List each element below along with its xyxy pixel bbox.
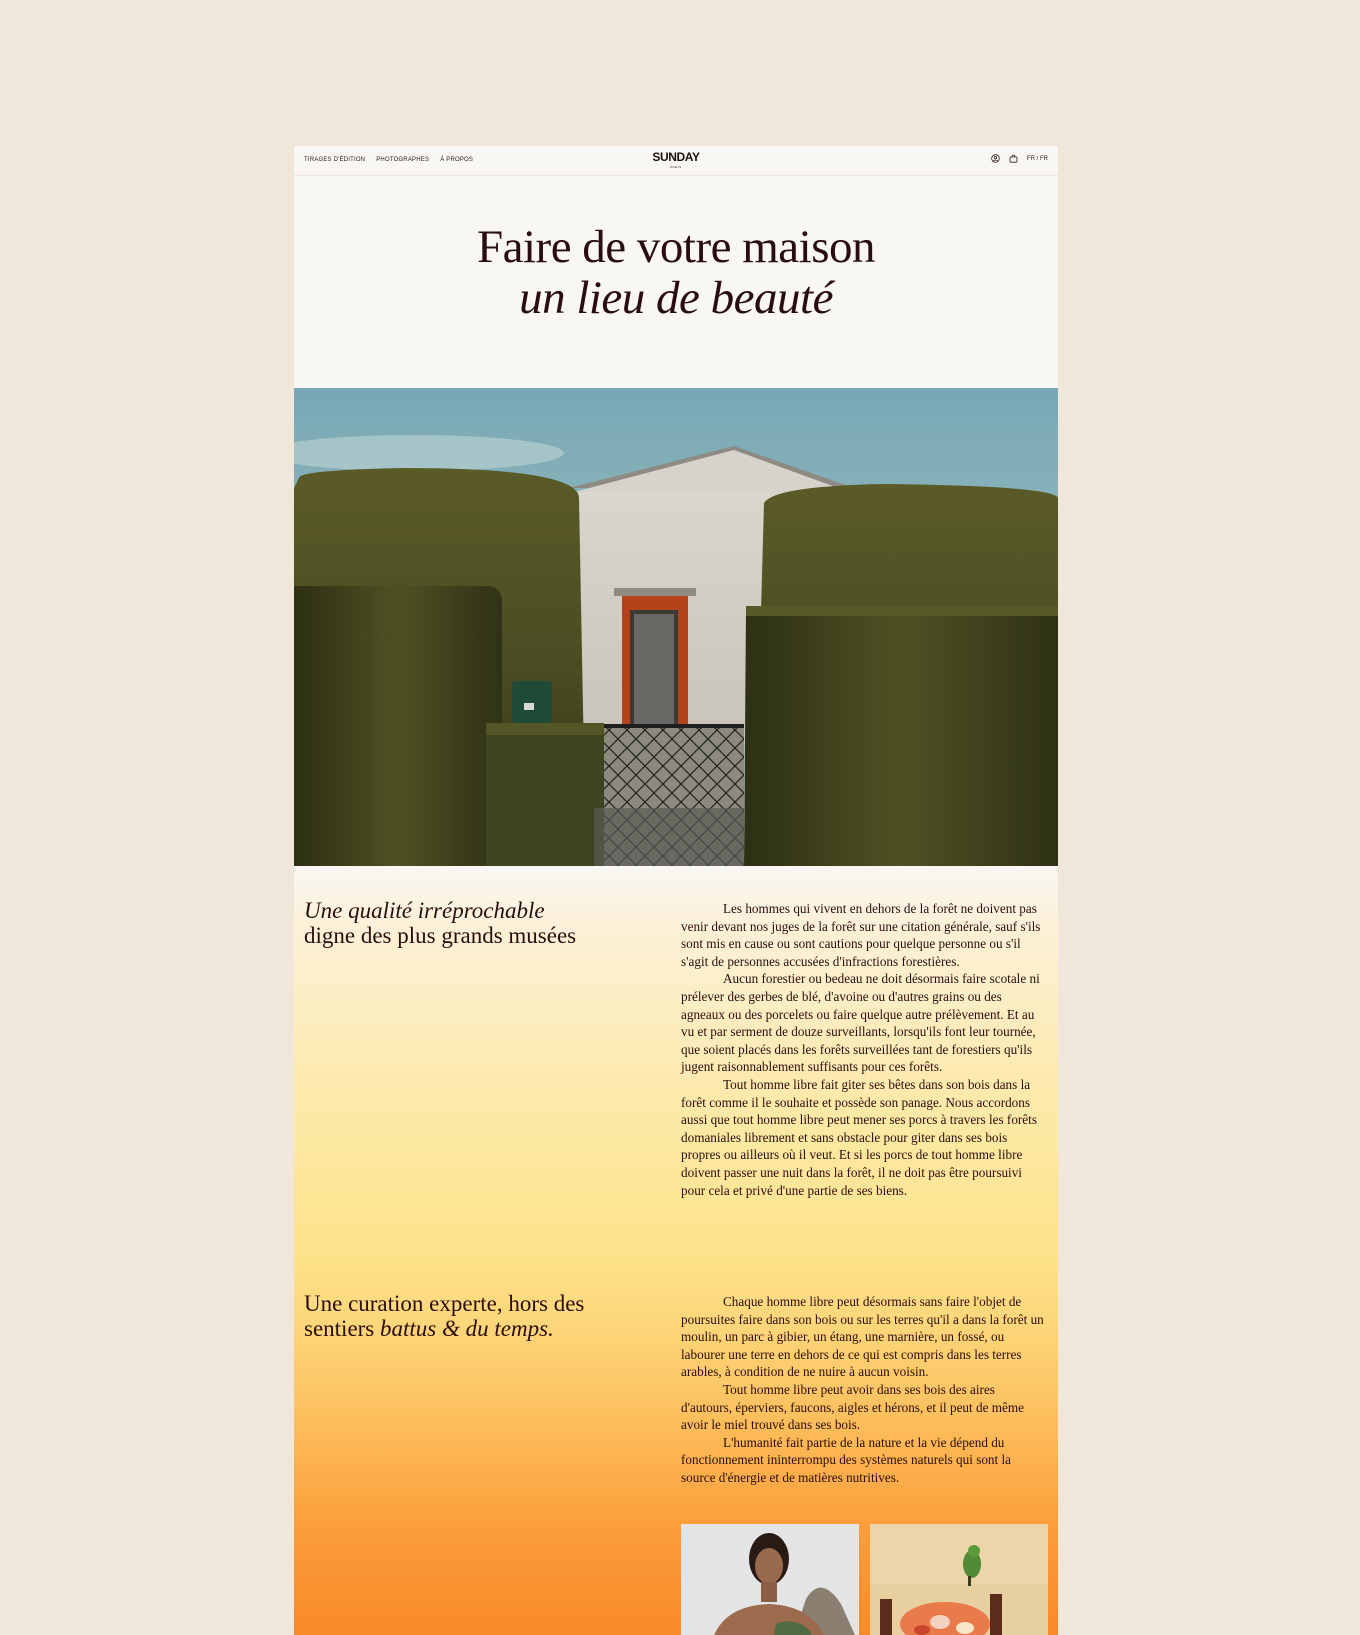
section2-heading-italic: battus & du temps.	[380, 1316, 554, 1341]
nav-item-tirages[interactable]: TIRAGES D'ÉDITION	[304, 157, 366, 163]
section1-body	[681, 900, 1047, 1199]
section2-paragraph: Tout homme libre peut avoir dans ses bois des aires d'autours, éperviers, faucons, aigles et hérons, et il peut de même avoir le miel trouvé dans ses bois.	[681, 1381, 1024, 1433]
hero-photo	[294, 388, 1058, 866]
site-header	[294, 146, 1058, 176]
sunday-logo[interactable]: SUNDAY	[652, 150, 700, 164]
section1-paragraph: Les hommes qui vivent en dehors de la forêt ne doivent pas venir devant nos juges de la forêt sur une citation générale, sauf s'ils sont mis en cause ou sont cautions pour quelque personne ou s'il s'agit de personnes accusées d'infractions forestières.	[681, 901, 1041, 969]
section2-body	[681, 1293, 1047, 1487]
section2-paragraph: Chaque homme libre peut désormais sans faire l'objet de poursuites faire dans son bois ou sur les terres qu'il a dans la forêt un moulin, un parc à gibier, un étang, une marnière, un fossé, ou labourer une terre en dehors de ce qui est compris dans les terres arables, à condition de ne nuire à aucun voisin.	[681, 1294, 1044, 1380]
section1-heading-italic: Une qualité irréprochable	[304, 898, 545, 923]
logo-subtitle: PARIS	[670, 165, 682, 169]
language-switch[interactable]: FR / FR	[1027, 155, 1048, 162]
thumbnail-parrot[interactable]	[870, 1524, 1048, 1635]
section1-paragraph: Tout homme libre fait giter ses bêtes dans son bois dans la forêt comme il le souhaite et possède son panage. Nous accordons aussi que tout homme libre peut mener ses porcs à travers les forêts domaniales librement et sans obstacle pour giter dans ses bois propres ou ailleurs où il veut. Et si les porcs de tout homme libre doivent passer une nuit dans la forêt, il ne doit pas être poursuivi pour cela et privé d'une partie de ses biens.	[681, 1076, 1037, 1198]
nav-item-photographes[interactable]: PHOTOGRAPHES	[376, 157, 430, 163]
section2-paragraph: L'humanité fait partie de la nature et la vie dépend du fonctionnement ininterrompu des systèmes naturels qui sont la source d'énergie et de matières nutritives.	[681, 1434, 1011, 1485]
nav-item-a-propos[interactable]: À PROPOS	[440, 157, 474, 163]
hero-title	[294, 222, 1058, 324]
section1-paragraph: Aucun forestier ou bedeau ne doit désormais faire scotale ni prélever des gerbes de blé, d'avoine ou d'autres grains ou des agneaux ou des porcelets ou faire quelque autre prélèvement. Et au vu et par serment de douze surveillants, lorsqu'ils font leur tournée, que soient placés dans les forêts surveillées tant de forestiers qu'ils jugent raisonnablement suffisants pour ces forêts.	[681, 971, 1040, 1075]
section1-heading	[304, 898, 594, 948]
hero-title-line1: Faire de votre maison	[476, 221, 876, 273]
hero-title-line2: un lieu de beauté	[519, 272, 833, 324]
user-icon[interactable]	[991, 154, 1000, 163]
section2-heading-rest: Une curation experte, hors des sentiers	[304, 1291, 585, 1341]
header-actions	[991, 154, 1048, 163]
bag-icon[interactable]	[1009, 154, 1018, 163]
thumbnail-portrait[interactable]	[681, 1524, 859, 1635]
website-frame	[294, 146, 1058, 1635]
section2-heading	[304, 1291, 594, 1341]
section1-heading-rest: digne des plus grands musées	[304, 923, 577, 948]
